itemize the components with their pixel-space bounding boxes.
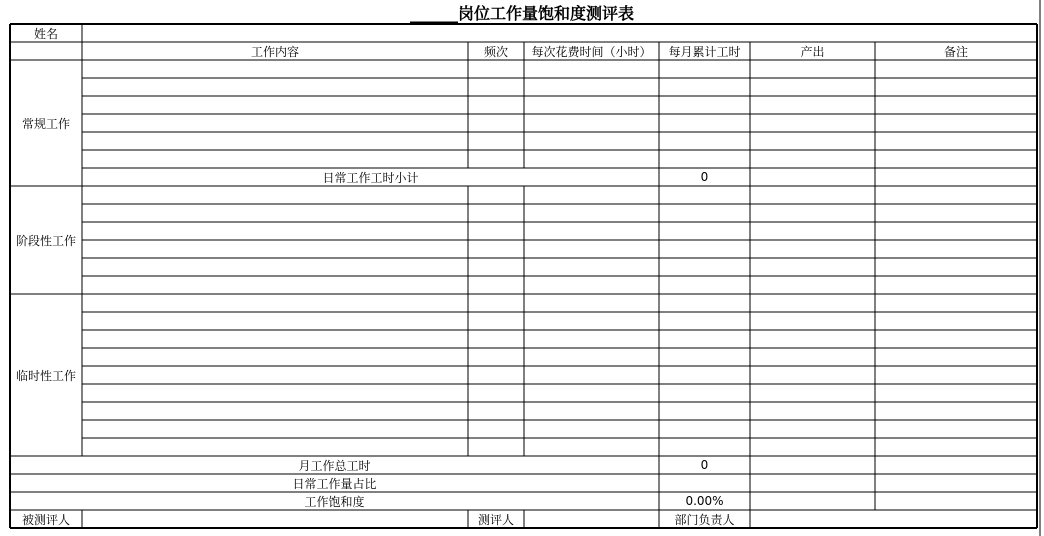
- header-time-each[interactable]: 每次花费时间（小时）: [531, 44, 652, 59]
- monthly-total-value[interactable]: 0: [700, 458, 709, 472]
- category-phase[interactable]: 阶段性工作: [15, 233, 76, 248]
- dept-head-label[interactable]: 部门负责人: [674, 512, 735, 527]
- header-frequency[interactable]: 频次: [483, 44, 508, 59]
- header-monthly-hours[interactable]: 每月累计工时: [668, 44, 741, 59]
- saturation-label[interactable]: 工作饱和度: [304, 494, 365, 509]
- routine-subtotal-value[interactable]: 0: [700, 170, 709, 184]
- evaluatee-label[interactable]: 被测评人: [21, 512, 70, 527]
- category-temporary[interactable]: 临时性工作: [15, 368, 76, 383]
- sheet-title: ______岗位工作量饱和度测评表: [409, 3, 634, 23]
- header-work-content[interactable]: 工作内容: [250, 44, 299, 59]
- category-routine[interactable]: 常规工作: [21, 116, 70, 131]
- header-output[interactable]: 产出: [800, 44, 825, 59]
- evaluator-label[interactable]: 测评人: [477, 512, 514, 527]
- monthly-total-label[interactable]: 月工作总工时: [298, 458, 371, 473]
- routine-ratio-label[interactable]: 日常工作量占比: [292, 476, 377, 491]
- saturation-value[interactable]: 0.00%: [685, 494, 724, 508]
- routine-subtotal-label[interactable]: 日常工作工时小计: [322, 170, 419, 185]
- name-label[interactable]: 姓名: [33, 26, 58, 41]
- header-remarks[interactable]: 备注: [943, 44, 968, 59]
